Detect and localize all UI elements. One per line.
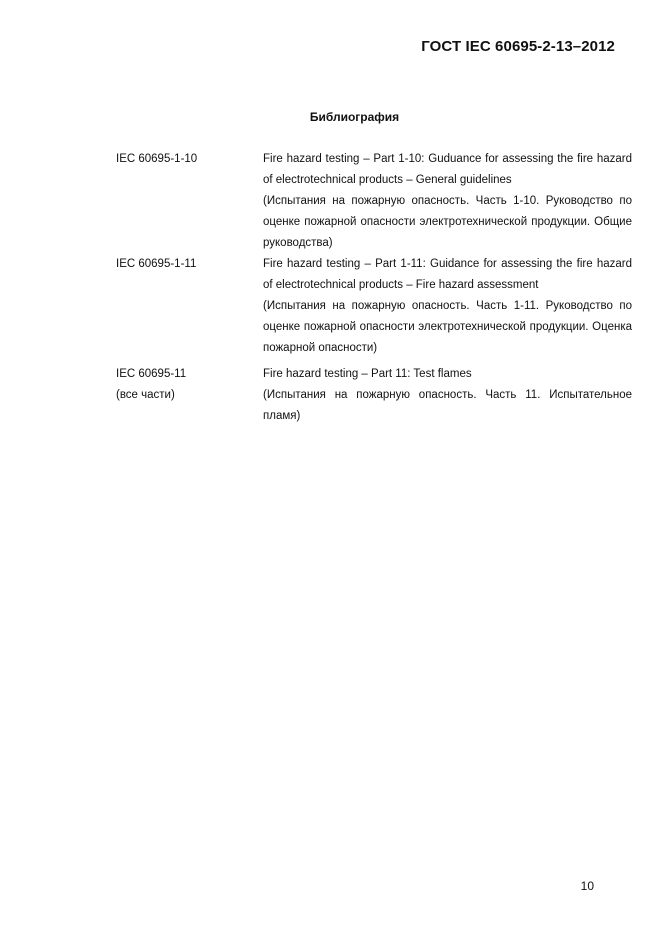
entry-id-note: (все части)	[116, 389, 175, 401]
entry-title-english: Fire hazard testing – Part 1-10: Guduance for assessing the fire hazard of electrotechnical products – General guidelines	[263, 153, 632, 186]
entry-title-english: Fire hazard testing – Part 1-11: Guidance for assessing the fire hazard of electrotechnical products – Fire hazard assessment	[263, 258, 632, 291]
entry-id-text: IEC 60695-1-10	[116, 153, 198, 165]
entry-id-text: IEC 60695-1-11	[116, 258, 197, 270]
bibliography-entry	[116, 149, 632, 254]
document-header: ГОСТ IEC 60695-2-13–2012	[421, 38, 615, 55]
entry-reference-id	[116, 364, 263, 406]
bibliography-entry	[116, 364, 632, 427]
section-title: Библиография	[309, 110, 400, 124]
entry-description	[263, 254, 632, 359]
entry-title-russian: (Испытания на пожарную опасность. Часть 1-11. Руководство по оценке пожарной опасности электротехнической продукции. Оценка пожарной опасности)	[263, 300, 632, 354]
entry-description	[263, 149, 632, 254]
bibliography-list	[116, 149, 632, 427]
entry-title-russian: (Испытания на пожарную опасность. Часть 11. Испытательное пламя)	[263, 389, 632, 422]
entry-title-russian: (Испытания на пожарную опасность. Часть 1-10. Руководство по оценке пожарной опасности электротехнической продукции. Общие руководства)	[263, 195, 632, 249]
page-number: 10	[580, 879, 594, 893]
entry-title-english: Fire hazard testing – Part 11: Test flames	[263, 368, 472, 380]
bibliography-entry	[116, 254, 632, 359]
entry-description	[263, 364, 632, 427]
entry-reference-id	[116, 149, 263, 170]
entry-id-text: IEC 60695-11	[116, 368, 187, 380]
entry-reference-id	[116, 254, 263, 275]
